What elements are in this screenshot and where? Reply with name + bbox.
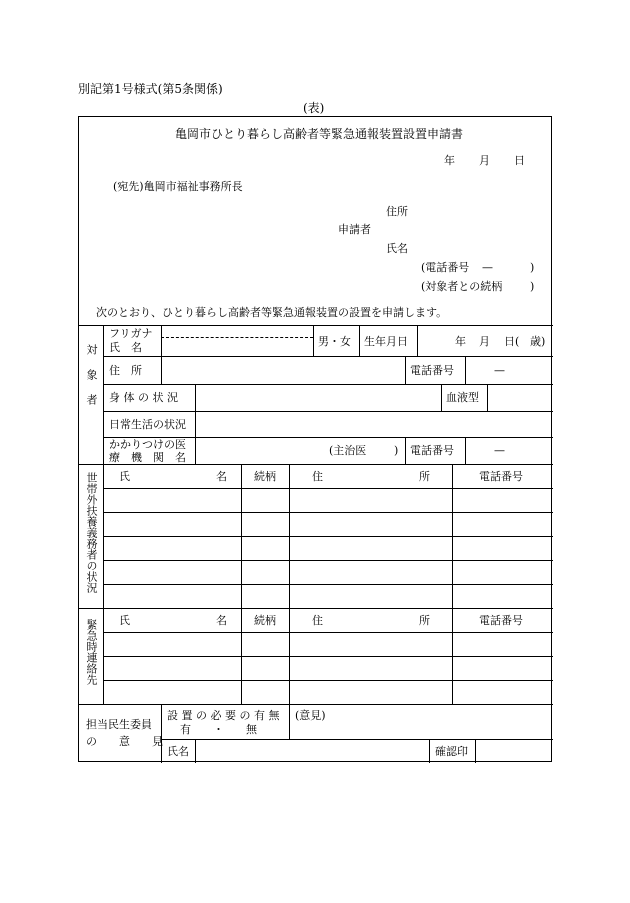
guardians-section-label: 世帯外扶養義務者の状況 [85, 472, 98, 593]
emergency-col-name-1: 氏 [119, 614, 130, 627]
relation-close: ) [530, 280, 535, 293]
date-month: 月 [479, 154, 490, 167]
date-year: 年 [444, 154, 455, 167]
guardians-col-name-1: 氏 [119, 470, 130, 483]
clinic-label-1: かかりつけの医 [109, 438, 186, 451]
clinic-phone-label: 電話番号 [410, 444, 454, 457]
guardians-col-relation: 続柄 [254, 470, 276, 483]
addressee: (宛先)亀岡市福祉事務所長 [113, 180, 243, 193]
clinic-phone-dash: — [494, 444, 505, 457]
birth-age: 歳) [530, 335, 546, 348]
emergency-col-name-2: 名 [216, 614, 227, 627]
form-title: 亀岡市ひとり暮らし高齢者等緊急通報装置設置申請書 [175, 127, 464, 141]
request-text: 次のとおり、ひとり暮らし高齢者等緊急通報装置の設置を申請します。 [96, 306, 448, 319]
emergency-section-label: 緊急時連絡先 [85, 619, 98, 685]
emergency-col-address-1: 住 [312, 614, 323, 627]
birth-day: 日( [504, 335, 520, 348]
emergency-col-phone: 電話番号 [479, 614, 523, 627]
guardians-col-address-1: 住 [312, 470, 323, 483]
guardians-col-address-2: 所 [419, 470, 430, 483]
subject-phone-dash: — [494, 364, 505, 377]
gender-option: 男・女 [318, 335, 351, 348]
doctor-close: ) [394, 444, 399, 457]
body-condition-label: 身 体 の 状 況 [109, 391, 178, 404]
guardians-col-phone: 電話番号 [479, 470, 523, 483]
doctor-label: (主治医 [329, 444, 367, 457]
applicant-phone-dash: — [482, 261, 493, 274]
commissioner-label-1: 担当民生委員 [86, 718, 152, 731]
emergency-col-relation: 続柄 [254, 614, 276, 627]
birth-month: 月 [479, 335, 490, 348]
guardians-col-name-2: 名 [216, 470, 227, 483]
applicant-phone-close: ) [530, 261, 535, 274]
necessity-label: 設 置 の 必 要 の 有 無 [167, 709, 280, 722]
subject-phone-label: 電話番号 [410, 364, 454, 377]
subject-section-label: 対象者 [85, 344, 98, 419]
applicant-label: 申請者 [338, 223, 371, 236]
subject-name-label: 氏 名 [109, 341, 142, 354]
date-day: 日 [514, 154, 525, 167]
applicant-address-label: 住所 [386, 205, 408, 218]
side-label: (表) [303, 101, 325, 115]
applicant-phone-label: (電話番号 [421, 261, 470, 274]
emergency-col-address-2: 所 [419, 614, 430, 627]
relation-label: (対象者との続柄 [421, 280, 503, 293]
applicant-name-label: 氏名 [386, 242, 408, 255]
commissioner-label-2: の 意 見 [86, 735, 163, 748]
birth-label: 生年月日 [364, 335, 408, 348]
clinic-label-2: 療 機 関 名 [109, 451, 186, 464]
furigana-label: フリガナ [109, 327, 153, 340]
commissioner-name-label: 氏名 [167, 745, 189, 758]
blood-type-label: 血液型 [446, 391, 479, 404]
subject-address-label: 住 所 [109, 364, 142, 377]
opinion-label: (意見) [295, 709, 326, 722]
birth-year: 年 [455, 335, 466, 348]
application-form [78, 116, 552, 762]
daily-life-label: 日常生活の状況 [109, 418, 186, 431]
form-number: 別記第1号様式(第5条関係) [78, 82, 223, 96]
necessity-options: 有 ・ 無 [180, 723, 257, 736]
seal-label: 確認印 [435, 745, 468, 758]
